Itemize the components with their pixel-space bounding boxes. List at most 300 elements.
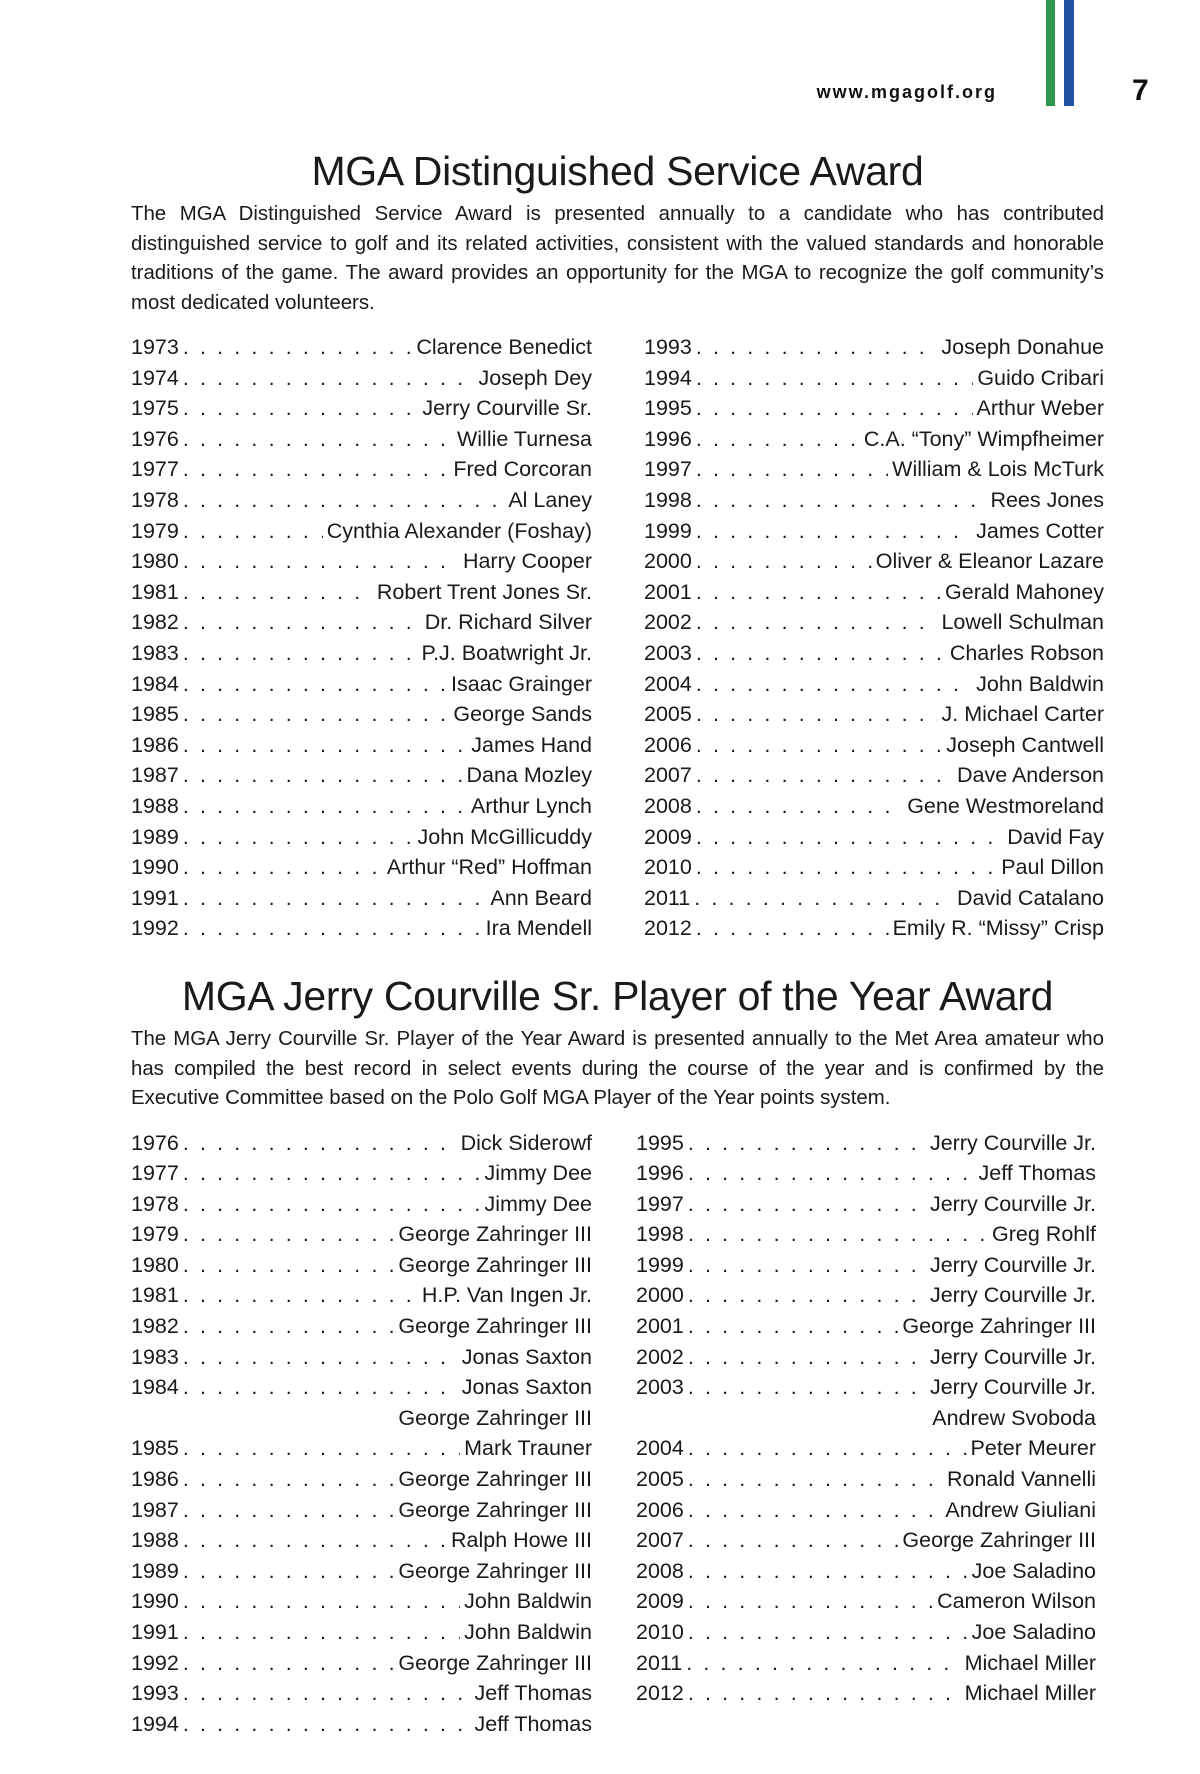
winner-name: John Baldwin bbox=[464, 1620, 592, 1644]
winner-row bbox=[131, 669, 592, 700]
dot-leader bbox=[183, 1586, 460, 1617]
winner-row bbox=[131, 424, 592, 455]
award-year: 1974 bbox=[131, 365, 179, 390]
dot-leader bbox=[183, 393, 419, 424]
winner-row bbox=[131, 1433, 592, 1464]
winner-row bbox=[644, 546, 1104, 577]
dot-leader bbox=[696, 638, 946, 669]
winner-name: Jeff Thomas bbox=[978, 1161, 1096, 1186]
winner-name: George Zahringer III bbox=[398, 1467, 592, 1492]
winner-row bbox=[644, 913, 1104, 944]
winner-row bbox=[644, 516, 1104, 547]
award-year: 1993 bbox=[644, 335, 692, 359]
winner-row bbox=[636, 1678, 1096, 1709]
winner-row bbox=[131, 883, 592, 914]
dot-leader bbox=[688, 1464, 943, 1495]
winner-row bbox=[131, 607, 592, 638]
award-year: 1989 bbox=[131, 824, 179, 849]
winner-row bbox=[131, 1495, 592, 1526]
winner-name: Jerry Courville Jr. bbox=[929, 1375, 1096, 1400]
dot-leader bbox=[696, 516, 972, 547]
winner-row bbox=[644, 393, 1104, 424]
winner-row bbox=[131, 1678, 592, 1709]
dot-leader bbox=[694, 883, 953, 914]
award-year: 2005 bbox=[636, 1467, 684, 1492]
winner-row bbox=[131, 730, 592, 761]
dot-leader bbox=[696, 822, 1003, 853]
winner-row bbox=[131, 1464, 592, 1495]
dot-leader bbox=[696, 607, 938, 638]
winner-name: Jonas Saxton bbox=[461, 1375, 592, 1400]
award-year: 1985 bbox=[131, 702, 179, 727]
player-of-the-year-section bbox=[131, 971, 1104, 1739]
award-year: 2001 bbox=[636, 1314, 684, 1339]
winner-name: James Hand bbox=[471, 732, 592, 757]
award-year: 2008 bbox=[644, 793, 692, 818]
dot-leader bbox=[688, 1678, 961, 1709]
dot-leader bbox=[183, 1372, 458, 1403]
winner-row bbox=[636, 1403, 1096, 1434]
award-year: 2006 bbox=[636, 1497, 684, 1522]
dot-leader bbox=[183, 577, 373, 608]
winner-row bbox=[636, 1464, 1096, 1495]
winner-name: Dave Anderson bbox=[956, 763, 1104, 788]
award-year: 2000 bbox=[644, 549, 692, 574]
winner-row bbox=[131, 1648, 592, 1679]
winner-name: George Zahringer III bbox=[902, 1314, 1096, 1339]
dot-leader bbox=[696, 424, 860, 455]
award-year: 1978 bbox=[131, 487, 179, 512]
winner-name: P.J. Boatwright Jr. bbox=[421, 640, 592, 665]
award-year: 1994 bbox=[644, 365, 692, 390]
dot-leader bbox=[183, 546, 459, 577]
winner-name: Dana Mozley bbox=[466, 763, 592, 788]
winner-row bbox=[131, 913, 592, 944]
award-year: 1998 bbox=[636, 1222, 684, 1247]
winner-name: Ira Mendell bbox=[485, 916, 592, 941]
dot-leader bbox=[688, 1250, 926, 1281]
winner-row bbox=[644, 454, 1104, 485]
dot-leader bbox=[183, 363, 475, 394]
winner-name: Michael Miller bbox=[964, 1650, 1096, 1675]
winner-name: George Zahringer III bbox=[398, 1405, 592, 1430]
winner-row bbox=[644, 730, 1104, 761]
winner-row bbox=[131, 1525, 592, 1556]
dot-leader bbox=[183, 760, 463, 791]
winner-name: Harry Cooper bbox=[462, 549, 592, 574]
award-year: 1986 bbox=[131, 732, 179, 757]
dot-leader bbox=[183, 638, 418, 669]
winner-row bbox=[131, 1617, 592, 1648]
winner-row bbox=[644, 699, 1104, 730]
award-year: 1987 bbox=[131, 1497, 179, 1522]
winner-row bbox=[644, 577, 1104, 608]
dot-leader bbox=[688, 1495, 942, 1526]
award-year: 2006 bbox=[644, 732, 692, 757]
award-year: 1984 bbox=[131, 1375, 179, 1400]
winner-row bbox=[131, 516, 592, 547]
section-title: MGA Distinguished Service Award bbox=[311, 148, 924, 194]
award-year: 2002 bbox=[636, 1344, 684, 1369]
winner-row bbox=[644, 485, 1104, 516]
winners-columns bbox=[131, 1128, 1104, 1740]
winners-list-left bbox=[131, 1128, 592, 1740]
winner-row bbox=[131, 485, 592, 516]
winner-name: Arthur Weber bbox=[976, 396, 1104, 421]
winner-name: Al Laney bbox=[508, 487, 592, 512]
blue-bar bbox=[1064, 0, 1074, 106]
dot-leader bbox=[183, 1433, 460, 1464]
winner-row bbox=[644, 363, 1104, 394]
award-year: 1978 bbox=[131, 1191, 179, 1216]
award-year: 1988 bbox=[131, 793, 179, 818]
winner-row bbox=[131, 1556, 592, 1587]
winner-row bbox=[644, 760, 1104, 791]
winner-row bbox=[131, 1158, 592, 1189]
award-year: 2004 bbox=[644, 671, 692, 696]
winner-name: David Catalano bbox=[956, 885, 1104, 910]
winner-name: Jerry Courville Sr. bbox=[422, 396, 592, 421]
dot-leader bbox=[183, 730, 467, 761]
winner-row bbox=[636, 1372, 1096, 1403]
winner-name: David Fay bbox=[1007, 824, 1104, 849]
award-year: 1975 bbox=[131, 396, 179, 421]
dot-leader bbox=[688, 1158, 975, 1189]
winner-row bbox=[131, 699, 592, 730]
dot-leader bbox=[183, 1709, 471, 1740]
award-year: 2007 bbox=[644, 763, 692, 788]
winner-row bbox=[636, 1617, 1096, 1648]
dot-leader bbox=[688, 1280, 926, 1311]
award-year: 2011 bbox=[644, 885, 691, 910]
winner-name: Rees Jones bbox=[990, 487, 1104, 512]
dot-leader bbox=[696, 760, 953, 791]
award-year: 1999 bbox=[644, 518, 692, 543]
award-year: 1988 bbox=[131, 1528, 179, 1553]
winner-row bbox=[644, 822, 1104, 853]
winner-name: Paul Dillon bbox=[1001, 855, 1104, 880]
winner-row bbox=[131, 577, 592, 608]
section-description: The MGA Jerry Courville Sr. Player of the Year Award is presented annually to the Met Area amateur who has compiled the best record in select events during the course of the year and is confirmed by the Executive Committee based on the Polo Golf MGA Player of the Year points system. bbox=[131, 1028, 1104, 1109]
winner-name: Lowell Schulman bbox=[941, 610, 1104, 635]
dot-leader bbox=[183, 1250, 395, 1281]
winner-name: Jeff Thomas bbox=[474, 1711, 592, 1736]
award-year: 1979 bbox=[131, 518, 179, 543]
award-year: 1997 bbox=[636, 1191, 684, 1216]
award-year: 1996 bbox=[636, 1161, 684, 1186]
winner-row bbox=[636, 1586, 1096, 1617]
dot-leader bbox=[183, 1678, 471, 1709]
award-year: 1976 bbox=[131, 1130, 179, 1155]
winner-name: C.A. “Tony” Wimpfheimer bbox=[863, 426, 1104, 451]
winners-columns bbox=[131, 332, 1104, 944]
winner-name: Dick Siderowf bbox=[460, 1130, 592, 1155]
dot-leader bbox=[183, 1464, 395, 1495]
winner-name: George Zahringer III bbox=[398, 1558, 592, 1583]
winners-list-right bbox=[636, 1128, 1096, 1740]
winner-row bbox=[636, 1525, 1096, 1556]
winner-name: George Zahringer III bbox=[398, 1314, 592, 1339]
winner-row bbox=[636, 1311, 1096, 1342]
winner-name: Joseph Donahue bbox=[941, 335, 1104, 359]
award-year: 1993 bbox=[131, 1681, 179, 1706]
winner-row bbox=[636, 1219, 1096, 1250]
award-year: 1983 bbox=[131, 640, 179, 665]
winners-list-left bbox=[131, 332, 592, 944]
winner-name: Joseph Dey bbox=[478, 365, 592, 390]
dot-leader bbox=[183, 791, 467, 822]
dot-leader bbox=[696, 454, 888, 485]
winner-name: Arthur Lynch bbox=[470, 793, 592, 818]
winner-name: Jerry Courville Jr. bbox=[929, 1344, 1096, 1369]
winner-name: George Zahringer III bbox=[398, 1497, 592, 1522]
winner-row bbox=[131, 332, 592, 363]
award-year: 1991 bbox=[131, 1620, 179, 1644]
winner-name: Andrew Giuliani bbox=[945, 1497, 1096, 1522]
award-year: 2007 bbox=[636, 1528, 684, 1553]
dot-leader bbox=[688, 1311, 899, 1342]
winner-name: Joe Saladino bbox=[971, 1558, 1096, 1583]
page-number: 7 bbox=[1132, 74, 1149, 107]
winner-row bbox=[131, 638, 592, 669]
winner-row bbox=[131, 852, 592, 883]
dot-leader bbox=[183, 822, 414, 853]
award-year: 1996 bbox=[644, 426, 692, 451]
dot-leader bbox=[688, 1617, 968, 1648]
award-year: 1999 bbox=[636, 1252, 684, 1277]
dot-leader bbox=[183, 1189, 481, 1220]
winner-row bbox=[644, 852, 1104, 883]
winner-name: Arthur “Red” Hoffman bbox=[386, 855, 592, 880]
dot-leader bbox=[696, 363, 973, 394]
winner-name: Jerry Courville Jr. bbox=[929, 1283, 1096, 1308]
award-year: 1995 bbox=[644, 396, 692, 421]
winner-row bbox=[644, 791, 1104, 822]
winner-name: Greg Rohlf bbox=[992, 1222, 1096, 1247]
dot-leader bbox=[183, 1311, 395, 1342]
dot-leader bbox=[183, 699, 450, 730]
award-year: 2003 bbox=[644, 640, 692, 665]
dot-leader bbox=[696, 485, 987, 516]
dot-leader bbox=[688, 1219, 988, 1250]
dot-leader bbox=[696, 669, 972, 700]
dot-leader bbox=[688, 1586, 933, 1617]
award-year: 2002 bbox=[644, 610, 692, 635]
winner-name: George Sands bbox=[453, 702, 592, 727]
winner-row bbox=[131, 1189, 592, 1220]
winner-name: George Zahringer III bbox=[398, 1650, 592, 1675]
winner-name: Andrew Svoboda bbox=[932, 1405, 1096, 1430]
award-year: 2012 bbox=[636, 1681, 684, 1706]
dot-leader bbox=[696, 852, 997, 883]
winner-name: William & Lois McTurk bbox=[892, 457, 1104, 482]
winner-name: Jimmy Dee bbox=[484, 1191, 592, 1216]
winner-name: Jerry Courville Jr. bbox=[929, 1252, 1096, 1277]
award-year: 1997 bbox=[644, 457, 692, 482]
award-year: 2001 bbox=[644, 579, 692, 604]
dot-leader bbox=[688, 1556, 968, 1587]
dot-leader bbox=[183, 1495, 395, 1526]
dot-leader bbox=[183, 669, 447, 700]
dot-leader bbox=[696, 577, 941, 608]
winner-name: Ronald Vannelli bbox=[946, 1467, 1096, 1492]
award-year: 1977 bbox=[131, 1161, 179, 1186]
winner-name: Jonas Saxton bbox=[461, 1344, 592, 1369]
award-year: 1977 bbox=[131, 457, 179, 482]
winner-row bbox=[131, 363, 592, 394]
award-year: 1987 bbox=[131, 763, 179, 788]
winner-row bbox=[131, 1342, 592, 1373]
winner-name: Clarence Benedict bbox=[416, 335, 592, 359]
dot-leader bbox=[183, 607, 421, 638]
winner-name: Gerald Mahoney bbox=[945, 579, 1104, 604]
award-year: 1984 bbox=[131, 671, 179, 696]
winner-row bbox=[644, 883, 1104, 914]
winner-row bbox=[131, 393, 592, 424]
winner-name: Jimmy Dee bbox=[484, 1161, 592, 1186]
dot-leader bbox=[183, 424, 453, 455]
dot-leader bbox=[183, 454, 450, 485]
dot-leader bbox=[688, 1525, 899, 1556]
dot-leader bbox=[183, 1648, 395, 1679]
winner-name: Gene Westmoreland bbox=[907, 793, 1104, 818]
winner-row bbox=[636, 1250, 1096, 1281]
winner-row bbox=[131, 760, 592, 791]
winner-name: Cameron Wilson bbox=[937, 1589, 1096, 1614]
winner-name: John Baldwin bbox=[464, 1589, 592, 1614]
award-year: 1981 bbox=[131, 1283, 179, 1308]
award-year: 2008 bbox=[636, 1558, 684, 1583]
winner-name: George Zahringer III bbox=[398, 1222, 592, 1247]
dot-leader bbox=[183, 913, 482, 944]
winner-name: Charles Robson bbox=[949, 640, 1104, 665]
award-year: 1990 bbox=[131, 1589, 179, 1614]
winners-list-right bbox=[644, 332, 1104, 944]
winner-row bbox=[644, 638, 1104, 669]
dot-leader bbox=[696, 730, 942, 761]
winner-name: Cynthia Alexander (Foshay) bbox=[326, 518, 592, 543]
award-year: 1983 bbox=[131, 1344, 179, 1369]
winner-name: Joe Saladino bbox=[971, 1620, 1096, 1644]
dot-leader bbox=[696, 699, 938, 730]
winner-row bbox=[636, 1158, 1096, 1189]
winner-row bbox=[131, 1586, 592, 1617]
winner-name: George Zahringer III bbox=[398, 1252, 592, 1277]
winner-name: Mark Trauner bbox=[464, 1436, 592, 1461]
winner-name: Ann Beard bbox=[490, 885, 592, 910]
winner-name: Joseph Cantwell bbox=[946, 732, 1104, 757]
winner-name: Jerry Courville Jr. bbox=[929, 1191, 1096, 1216]
award-year: 1991 bbox=[131, 885, 179, 910]
award-year: 1998 bbox=[644, 487, 692, 512]
winner-row bbox=[636, 1280, 1096, 1311]
award-year: 2010 bbox=[644, 855, 692, 880]
award-year: 1980 bbox=[131, 1252, 179, 1277]
winner-row bbox=[131, 1280, 592, 1311]
dot-leader bbox=[183, 516, 323, 547]
award-year: 1992 bbox=[131, 916, 179, 941]
winner-row bbox=[131, 1403, 592, 1434]
dot-leader bbox=[688, 1433, 967, 1464]
winner-name: Jeff Thomas bbox=[474, 1681, 592, 1706]
winner-row bbox=[131, 822, 592, 853]
award-year: 2009 bbox=[636, 1589, 684, 1614]
dot-leader bbox=[696, 913, 889, 944]
distinguished-service-award-section bbox=[131, 146, 1104, 944]
winner-name: George Zahringer III bbox=[902, 1528, 1096, 1553]
site-url: www.mgagolf.org bbox=[816, 82, 997, 102]
dot-leader bbox=[183, 1525, 447, 1556]
dot-leader bbox=[183, 1617, 460, 1648]
winner-name: Michael Miller bbox=[964, 1681, 1096, 1706]
winner-row bbox=[636, 1556, 1096, 1587]
winner-row bbox=[131, 1311, 592, 1342]
dot-leader bbox=[696, 791, 903, 822]
award-year: 2004 bbox=[636, 1436, 684, 1461]
dot-leader bbox=[688, 1342, 926, 1373]
section-description: The MGA Distinguished Service Award is presented annually to a candidate who has contributed distinguished service to golf and its related activities, consistent with the valued standards and honorable traditions of the game. The award provides an opportunity for the MGA to recognize the golf community’s most dedicated volunteers. bbox=[131, 203, 1104, 314]
dot-leader bbox=[183, 1556, 395, 1587]
award-year: 2009 bbox=[644, 824, 692, 849]
award-year: 2012 bbox=[644, 916, 692, 941]
dot-leader bbox=[696, 546, 872, 577]
dot-leader bbox=[686, 1648, 960, 1679]
dot-leader bbox=[183, 332, 412, 363]
winner-name: Isaac Grainger bbox=[450, 671, 592, 696]
award-year: 1982 bbox=[131, 1314, 179, 1339]
award-year: 1995 bbox=[636, 1130, 684, 1155]
winner-row bbox=[131, 1709, 592, 1740]
dot-leader bbox=[696, 332, 938, 363]
award-year: 2003 bbox=[636, 1375, 684, 1400]
dot-leader bbox=[183, 883, 487, 914]
winner-row bbox=[636, 1128, 1096, 1159]
winner-name: John Baldwin bbox=[976, 671, 1104, 696]
winner-name: Jerry Courville Jr. bbox=[929, 1130, 1096, 1155]
winner-name: H.P. Van Ingen Jr. bbox=[421, 1283, 592, 1308]
winner-row bbox=[636, 1189, 1096, 1220]
winner-name: Willie Turnesa bbox=[456, 426, 592, 451]
winner-name: Dr. Richard Silver bbox=[424, 610, 592, 635]
award-year: 1981 bbox=[131, 579, 179, 604]
winner-name: Emily R. “Missy” Crisp bbox=[892, 916, 1104, 941]
winner-row bbox=[131, 1219, 592, 1250]
award-year: 2000 bbox=[636, 1283, 684, 1308]
winner-name: Guido Cribari bbox=[977, 365, 1104, 390]
winner-row bbox=[644, 607, 1104, 638]
winner-name: J. Michael Carter bbox=[941, 702, 1104, 727]
award-year: 1990 bbox=[131, 855, 179, 880]
award-year: 2005 bbox=[644, 702, 692, 727]
dot-leader bbox=[688, 1128, 926, 1159]
winner-row bbox=[644, 332, 1104, 363]
dot-leader bbox=[183, 852, 383, 883]
winner-name: Fred Corcoran bbox=[453, 457, 592, 482]
green-bar bbox=[1046, 0, 1055, 106]
winner-name: Robert Trent Jones Sr. bbox=[376, 579, 592, 604]
winner-row bbox=[131, 1250, 592, 1281]
winner-row bbox=[131, 546, 592, 577]
winner-row bbox=[636, 1342, 1096, 1373]
dot-leader bbox=[688, 1372, 926, 1403]
award-year: 1976 bbox=[131, 426, 179, 451]
winner-row bbox=[131, 454, 592, 485]
award-year: 1980 bbox=[131, 549, 179, 574]
winner-name: Oliver & Eleanor Lazare bbox=[875, 549, 1104, 574]
dot-leader bbox=[183, 1158, 481, 1189]
winner-row bbox=[636, 1433, 1096, 1464]
winner-name: John McGillicuddy bbox=[417, 824, 592, 849]
